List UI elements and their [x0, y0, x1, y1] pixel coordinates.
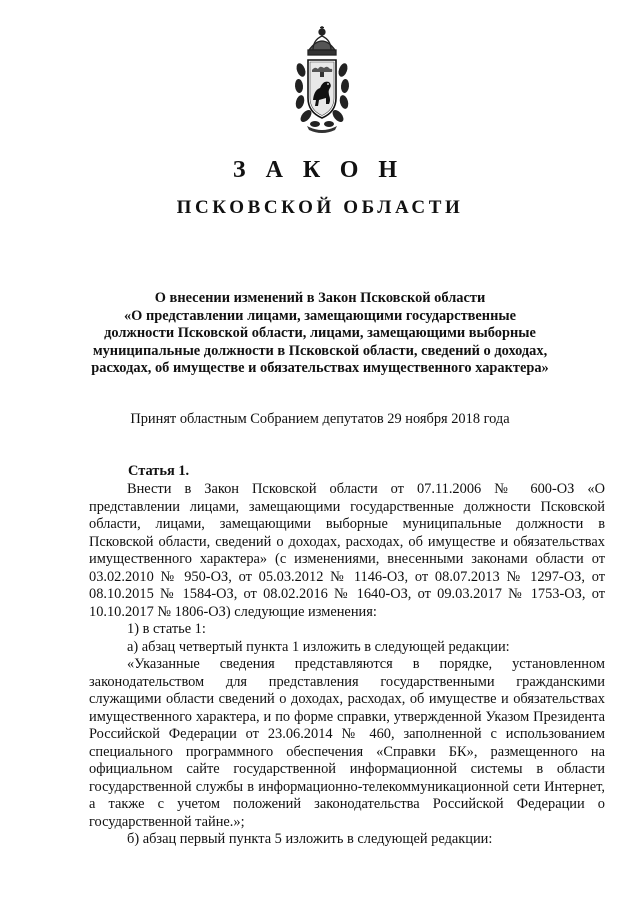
article-body: [89, 481, 605, 849]
subject-line-2: «О представлении лицами, замещающими государственные должности Псковской области, лицами, замещающими выборные муниципальные должности в Псковской области, сведений о доходах, расходах, об имуществе и обязательствах имущественного характера»: [91, 307, 549, 376]
adoption-date: Принят областным Собранием депутатов 29 ноября 2018 года: [130, 411, 510, 427]
subject-line-1: О внесении изменений в Закон Псковской области: [154, 290, 486, 306]
law-title: ЗАКОН: [232, 157, 418, 183]
paragraph: Внести в Закон Псковской области от 07.11.2006 № 600-ОЗ «О представлении лицами, замещающими государственные должности Псковской области, лицами, замещающими выборные муниципальные должности в Псковской области, сведений о доходах, расходах, об имуществе и обязательствах имущественного характера» (с изменениями, внесенными законами области от 03.02.2010 № 950-ОЗ, от 05.03.2012 № 1146-ОЗ, от 08.07.2013 № 1297-ОЗ, от 08.10.2015 № 1584-ОЗ, от 08.02.2016 № 1640-ОЗ, от 09.03.2017 № 1753-ОЗ, от 10.10.2017 № 1806-ОЗ) следующие изменения:: [89, 481, 605, 620]
region-title: ПСКОВСКОЙ ОБЛАСТИ: [176, 197, 464, 218]
article-heading: Статья 1.: [128, 463, 190, 479]
paragraph: б) абзац первый пункта 5 изложить в следующей редакции:: [127, 831, 493, 847]
law-subject: [88, 290, 552, 378]
pskov-coat-of-arms-icon: [293, 20, 351, 136]
paragraph: а) абзац четвертый пункта 1 изложить в следующей редакции:: [127, 638, 510, 655]
paragraph: «Указанные сведения представляются в порядке, установленном законодательством для представления государственными гражданскими служащими области сведений о доходах, расходах, об имуществе и обязательствах имущественного характера, и по форме справки, утвержденной Указом Президента Российской Федерации от 23.06.2014 № 460, заполненной с использованием специального программного обеспечения «Справки БК», размещенного на официальном сайте государственной информационной системы в области государственной службы в информационно-телекоммуникационной сети Интернет, а также с учетом положений законодательства Российской Федерации о государственной тайне.»;: [89, 656, 605, 830]
paragraph: 1) в статье 1:: [127, 621, 206, 637]
